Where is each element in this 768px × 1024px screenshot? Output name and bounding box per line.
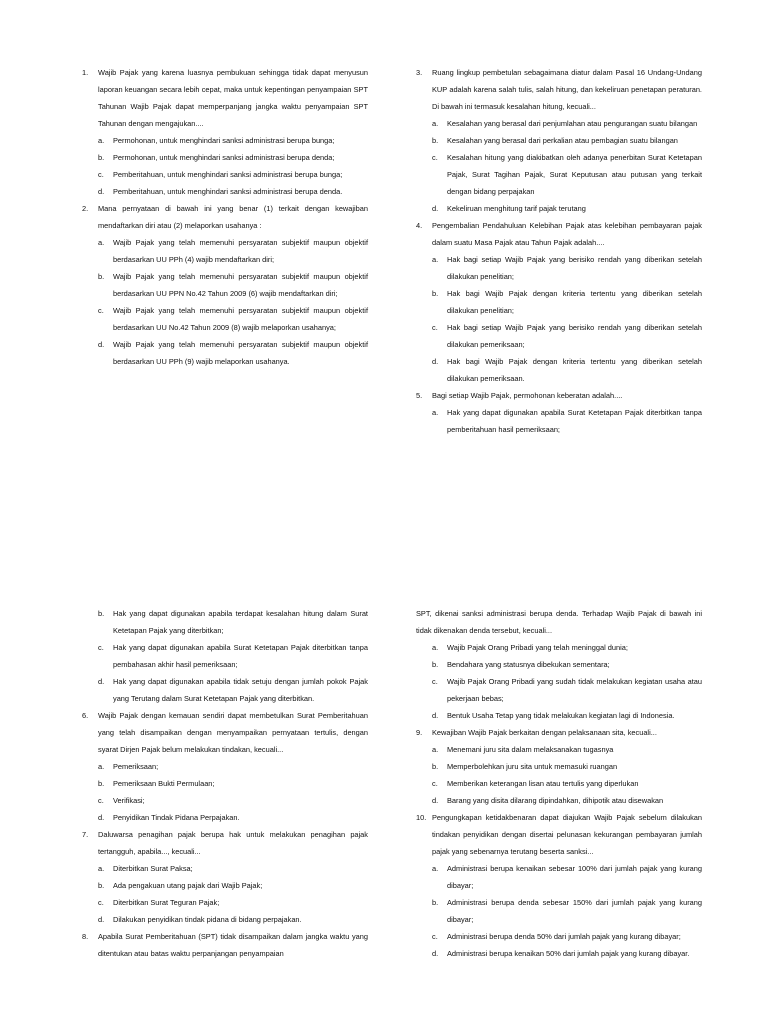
question-number: 6. <box>82 711 89 720</box>
option-letter: d. <box>432 796 439 805</box>
question-1 <box>82 64 368 200</box>
question-text: Apabila Surat Pemberitahuan (SPT) tidak disampaikan dalam jangka waktu yang ditentukan atau batas waktu perpanjangan penyampaian <box>98 932 368 958</box>
option <box>82 605 368 639</box>
option-letter: b. <box>432 289 439 298</box>
option-text: Memperbolehkan juru sita untuk memasuki ruangan <box>447 762 618 771</box>
option-text: Hak bagi setiap Wajib Pajak yang berisiko rendah yang diberikan setelah dilakukan penelitian; <box>447 255 702 281</box>
page2-left-column <box>82 605 368 962</box>
question-9 <box>416 724 702 809</box>
option-letter: c. <box>98 643 104 652</box>
option <box>82 775 368 792</box>
option-text: Menemani juru sita dalam melaksanakan tugasnya <box>447 745 614 754</box>
option <box>82 673 368 707</box>
option <box>82 166 368 183</box>
option <box>82 911 368 928</box>
page1-left-column <box>82 64 368 370</box>
question-3 <box>416 64 702 217</box>
option-text: Pemberitahuan, untuk menghindari sanksi administrasi berupa bunga; <box>113 170 343 179</box>
option-text: Hak yang dapat digunakan apabila Surat Ketetapan Pajak diterbitkan tanpa pemberitahuan hasil pemeriksaan; <box>447 408 702 434</box>
option-text: Hak bagi Wajib Pajak dengan kriteria tertentu yang diberikan setelah dilakukan penelitian; <box>447 289 702 315</box>
option-text: Pemeriksaan; <box>113 762 159 771</box>
question-10 <box>416 809 702 962</box>
option-letter: a. <box>432 864 439 873</box>
question-text-continued: SPT, dikenai sanksi administrasi berupa denda. Terhadap Wajib Pajak di bawah ini tidak dikenakan denda tersebut, kecuali... <box>416 609 702 635</box>
option <box>416 200 702 217</box>
option-letter: d. <box>432 949 439 958</box>
question-number: 5. <box>416 391 423 400</box>
option-text: Verifikasi; <box>113 796 145 805</box>
page2-right-column <box>416 605 702 962</box>
option-letter: a. <box>98 238 105 247</box>
question-number: 9. <box>416 728 423 737</box>
option-letter: d. <box>432 357 439 366</box>
option <box>416 115 702 132</box>
option-text: Pemberitahuan, untuk menghindari sanksi administrasi berupa denda. <box>113 187 343 196</box>
option-letter: a. <box>98 864 105 873</box>
option <box>416 775 702 792</box>
option-letter: c. <box>432 779 438 788</box>
option-letter: b. <box>98 779 105 788</box>
option-text: Hak yang dapat digunakan apabila Surat Ketetapan Pajak diterbitkan tanpa pembahasan akhir hasil pemeriksaan; <box>113 643 368 669</box>
option-text: Wajib Pajak yang telah memenuhi persyaratan subjektif maupun objektif berdasarkan UU PPN No.42 Tahun 2009 (6) wajib mendaftarkan diri; <box>113 272 368 298</box>
option-text: Ada pengakuan utang pajak dari Wajib Pajak; <box>113 881 263 890</box>
option <box>416 149 702 200</box>
question-5-continued <box>82 605 368 707</box>
option-text: Administrasi berupa kenaikan 50% dari jumlah pajak yang kurang dibayar. <box>447 949 690 958</box>
option-text: Bentuk Usaha Tetap yang tidak melakukan kegiatan lagi di Indonesia. <box>447 711 675 720</box>
option-letter: b. <box>98 881 105 890</box>
option <box>416 928 702 945</box>
option-letter: d. <box>432 711 439 720</box>
option-letter: a. <box>432 745 439 754</box>
question-text: Mana pernyataan di bawah ini yang benar (1) terkait dengan kewajiban mendaftarkan diri atau (2) melaporkan usahanya : <box>98 204 368 230</box>
option-text: Kesalahan yang berasal dari perkalian atau pembagian suatu bilangan <box>447 136 678 145</box>
option-text: Kekeliruan menghitung tarif pajak terutang <box>447 204 586 213</box>
question-number: 2. <box>82 204 89 213</box>
option <box>82 894 368 911</box>
option-text: Wajib Pajak yang telah memenuhi persyaratan subjektif maupun objektif berdasarkan UU No.42 Tahun 2009 (8) wajib melaporkan usahanya; <box>113 306 368 332</box>
option <box>82 809 368 826</box>
question-number: 1. <box>82 68 89 77</box>
option <box>416 894 702 928</box>
question-number: 3. <box>416 68 423 77</box>
option-text: Dilakukan penyidikan tindak pidana di bidang perpajakan. <box>113 915 302 924</box>
option-letter: c. <box>432 153 438 162</box>
option-letter: d. <box>98 187 105 196</box>
option <box>416 656 702 673</box>
question-text: Pengembalian Pendahuluan Kelebihan Pajak atas kelebihan pembayaran pajak dalam suatu Masa Pajak atau Tahun Pajak adalah.... <box>432 221 702 247</box>
option-letter: a. <box>432 408 439 417</box>
question-text: Pengungkapan ketidakbenaran dapat diajukan Wajib Pajak sebelum dilakukan tindakan penyidikan dengan disertai pelunasan kekurangan pembayaran jumlah pajak yang sebenarnya terutang beserta sanksi... <box>432 813 702 856</box>
option-letter: b. <box>98 609 105 618</box>
question-number: 4. <box>416 221 423 230</box>
option <box>416 707 702 724</box>
option-text: Permohonan, untuk menghindari sanksi administrasi berupa denda; <box>113 153 335 162</box>
option-text: Hak bagi setiap Wajib Pajak yang berisiko rendah yang diberikan setelah dilakukan pemeriksaan; <box>447 323 702 349</box>
question-8-continued <box>416 605 702 724</box>
option <box>82 183 368 200</box>
option-text: Pemeriksaan Bukti Permulaan; <box>113 779 215 788</box>
option-text: Hak yang dapat digunakan apabila terdapat kesalahan hitung dalam Surat Ketetapan Pajak yang diterbitkan; <box>113 609 368 635</box>
question-text: Bagi setiap Wajib Pajak, permohonan keberatan adalah.... <box>432 391 623 400</box>
option <box>416 319 702 353</box>
option <box>82 639 368 673</box>
question-5 <box>416 387 702 438</box>
option-text: Administrasi berupa kenaikan sebesar 100% dari jumlah pajak yang kurang dibayar; <box>447 864 702 890</box>
question-number: 7. <box>82 830 89 839</box>
option <box>82 234 368 268</box>
option-text: Wajib Pajak Orang Pribadi yang sudah tidak melakukan kegiatan usaha atau pekerjaan bebas; <box>447 677 702 703</box>
option-letter: b. <box>432 898 439 907</box>
option-letter: b. <box>98 272 105 281</box>
option-text: Penyidikan Tindak Pidana Perpajakan. <box>113 813 240 822</box>
option <box>416 639 702 656</box>
option-letter: d. <box>98 915 105 924</box>
option-letter: d. <box>98 340 105 349</box>
option-letter: c. <box>432 323 438 332</box>
option <box>82 268 368 302</box>
option-letter: d. <box>98 813 105 822</box>
option-letter: d. <box>432 204 439 213</box>
option <box>416 792 702 809</box>
option-letter: a. <box>432 255 439 264</box>
option-text: Kesalahan yang berasal dari penjumlahan atau pengurangan suatu bilangan <box>447 119 698 128</box>
option <box>416 251 702 285</box>
question-6 <box>82 707 368 826</box>
question-8 <box>82 928 368 962</box>
page1-right-column <box>416 64 702 438</box>
option-letter: b. <box>98 153 105 162</box>
option-letter: c. <box>98 898 104 907</box>
option-text: Diterbitkan Surat Teguran Pajak; <box>113 898 220 907</box>
option-letter: c. <box>98 170 104 179</box>
option-letter: c. <box>432 932 438 941</box>
option <box>82 149 368 166</box>
option-letter: a. <box>432 643 439 652</box>
option <box>82 302 368 336</box>
option-text: Diterbitkan Surat Paksa; <box>113 864 193 873</box>
question-text: Wajib Pajak yang karena luasnya pembukuan sehingga tidak dapat menyusun laporan keuangan secara lebih cepat, maka untuk kepentingan penyampaian SPT Tahunan Wajib Pajak dapat memperpanjang jangka waktu penyampaian SPT Tahunan dengan mengajukan.... <box>98 68 368 128</box>
option-letter: b. <box>432 136 439 145</box>
option-text: Wajib Pajak yang telah memenuhi persyaratan subjektif maupun objektif berdasarkan UU PPh (4) wajib mendaftarkan diri; <box>113 238 368 264</box>
option-text: Hak bagi Wajib Pajak dengan kriteria tertentu yang diberikan setelah dilakukan pemeriksaan. <box>447 357 702 383</box>
option <box>416 404 702 438</box>
option <box>416 860 702 894</box>
question-text: Wajib Pajak dengan kemauan sendiri dapat membetulkan Surat Pemberitahuan yang telah disampaikan dengan menyampaikan pernyataan tertulis, dengan syarat Dirjen Pajak belum melakukan tindakan, kecuali... <box>98 711 368 754</box>
option <box>82 860 368 877</box>
option-letter: a. <box>432 119 439 128</box>
option <box>416 353 702 387</box>
option-text: Permohonan, untuk menghindari sanksi administrasi berupa bunga; <box>113 136 335 145</box>
option <box>416 741 702 758</box>
question-text: Kewajiban Wajib Pajak berkaitan dengan pelaksanaan sita, kecuali... <box>432 728 657 737</box>
question-text: Daluwarsa penagihan pajak berupa hak untuk melakukan penagihan pajak tertangguh, apabila..., kecuali... <box>98 830 368 856</box>
option-text: Bendahara yang statusnya dibekukan sementara; <box>447 660 610 669</box>
question-text: Ruang lingkup pembetulan sebagaimana diatur dalam Pasal 16 Undang-Undang KUP adalah karena salah tulis, salah hitung, dan kekeliruan penetapan peraturan. Di bawah ini termasuk kesalahan hitung, kecuali... <box>432 68 702 111</box>
option <box>82 336 368 370</box>
option <box>416 758 702 775</box>
option-letter: b. <box>432 660 439 669</box>
option <box>82 132 368 149</box>
option <box>416 132 702 149</box>
option <box>416 673 702 707</box>
option <box>82 792 368 809</box>
question-4 <box>416 217 702 387</box>
option-text: Barang yang disita dilarang dipindahkan, dihipotik atau disewakan <box>447 796 664 805</box>
option-text: Administrasi berupa denda sebesar 150% dari jumlah pajak yang kurang dibayar; <box>447 898 702 924</box>
option <box>82 758 368 775</box>
question-number: 8. <box>82 932 89 941</box>
option-letter: c. <box>98 306 104 315</box>
option-text: Wajib Pajak yang telah memenuhi persyaratan subjektif maupun objektif berdasarkan UU PPh (9) wajib melaporkan usahanya. <box>113 340 368 366</box>
option-text: Administrasi berupa denda 50% dari jumlah pajak yang kurang dibayar; <box>447 932 681 941</box>
question-number: 10. <box>416 813 427 822</box>
question-2 <box>82 200 368 370</box>
option-letter: b. <box>432 762 439 771</box>
option-letter: d. <box>98 677 105 686</box>
option-letter: c. <box>432 677 438 686</box>
option-text: Kesalahan hitung yang diakibatkan oleh adanya penerbitan Surat Ketetapan Pajak, Surat Tagihan Pajak, Surat Keputusan atau putusan yang terkait dengan bidang perpajakan <box>447 153 702 196</box>
option-text: Memberikan keterangan lisan atau tertulis yang diperlukan <box>447 779 639 788</box>
option <box>82 877 368 894</box>
question-7 <box>82 826 368 928</box>
option-letter: c. <box>98 796 104 805</box>
option-letter: a. <box>98 136 105 145</box>
option-letter: a. <box>98 762 105 771</box>
option <box>416 285 702 319</box>
option-text: Wajib Pajak Orang Pribadi yang telah meninggal dunia; <box>447 643 628 652</box>
option <box>416 945 702 962</box>
option-text: Hak yang dapat digunakan apabila tidak setuju dengan jumlah pokok Pajak yang Terutang dalam Surat Ketetapan Pajak yang diterbitkan. <box>113 677 368 703</box>
